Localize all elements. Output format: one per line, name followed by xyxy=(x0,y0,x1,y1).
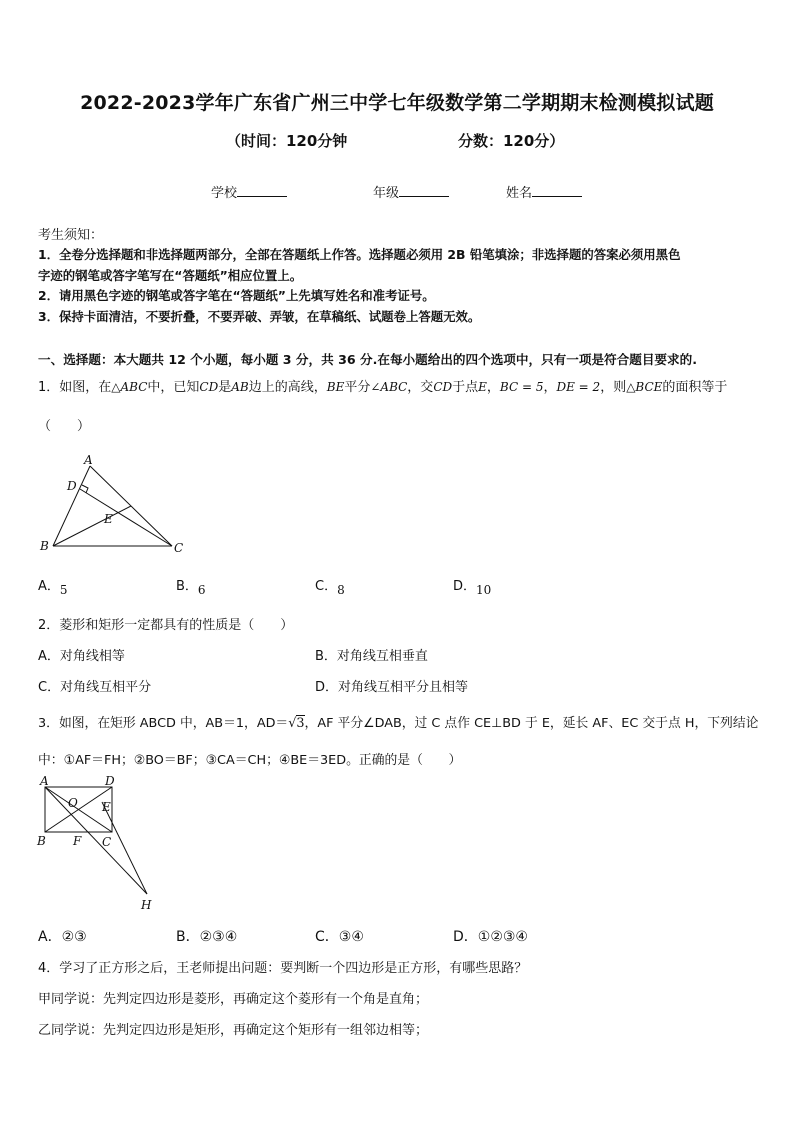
q1-math-2: CD xyxy=(199,380,219,394)
q1-math-10: △BCE xyxy=(626,380,663,394)
q1-math-9: DE = 2 xyxy=(556,380,601,394)
name-field xyxy=(506,182,582,201)
q3-label-f: F xyxy=(73,834,82,848)
school-blank xyxy=(237,184,287,197)
q4-student-jia: 甲同学说：先判定四边形是菱形，再确定这个菱形有一个角是直角； xyxy=(38,992,429,1007)
notice-line-3: 3．保持卡面清洁，不要折叠，不要弄破、弄皱，在草稿纸、试题卷上答题无效。 xyxy=(38,309,481,324)
notice-line-2: 2．请用黑色字迹的钢笔或答字笔在“答题纸”上先填写姓名和准考证号。 xyxy=(38,288,435,303)
q3-label-d: D xyxy=(105,776,115,788)
q1-text-3: 是 xyxy=(218,380,232,395)
q3-sqrt-value: 3 xyxy=(296,716,305,731)
q1-label-b: B xyxy=(40,539,49,553)
exam-time: （时间：120分钟 xyxy=(226,132,348,150)
q1-stem xyxy=(38,376,727,395)
grade-label: 年级 xyxy=(373,186,400,201)
q1-seg-be xyxy=(53,506,131,546)
q1-option-c[interactable] xyxy=(315,575,345,597)
q2-option-d[interactable]: D．对角线互相平分且相等 xyxy=(315,680,469,695)
q3-seg-ah xyxy=(45,787,147,894)
q1-paren: （ ） xyxy=(38,419,91,434)
q3-label-b: B xyxy=(37,834,46,848)
q1-text-8: ， xyxy=(486,380,500,395)
q4-student-yi: 乙同学说：先判定四边形是矩形，再确定这个矩形有一组邻边相等； xyxy=(38,1023,429,1038)
q3-label-o: O xyxy=(68,796,78,810)
q1-seg-ba xyxy=(53,466,90,546)
grade-blank xyxy=(399,184,449,197)
q1-math-7: E xyxy=(478,380,487,394)
q3-sqrt: √3 xyxy=(288,716,305,731)
q1-text-11: 的面积等于 xyxy=(662,380,728,395)
name-label: 姓名 xyxy=(506,186,533,201)
q3-option-c[interactable]: C．③④ xyxy=(315,929,364,945)
q2-stem: 2．菱形和矩形一定都具有的性质是（ ） xyxy=(38,618,294,633)
q2-option-b[interactable]: B．对角线互相垂直 xyxy=(315,649,428,664)
school-label: 学校 xyxy=(211,186,238,201)
q3-stem-line-1 xyxy=(38,712,758,731)
q1-math-4: BE xyxy=(326,380,345,394)
q3-text-2: ，AF 平分∠DAB，过 C 点作 CE⊥BD 于 E，延长 AF、EC 交于点 H，下列结论 xyxy=(304,716,759,731)
q3-label-h: H xyxy=(141,898,152,912)
q1-text-7: 于点 xyxy=(452,380,479,395)
q1-option-b-value: 6 xyxy=(197,583,206,597)
q2-option-a[interactable]: A．对角线相等 xyxy=(38,649,125,664)
q1-option-b-key: B． xyxy=(176,579,198,594)
grade-field xyxy=(373,182,449,201)
q1-text-6: ，交 xyxy=(407,380,434,395)
q1-text-9: ， xyxy=(543,380,557,395)
q1-option-a-value: 5 xyxy=(59,583,68,597)
q3-stem-line-2: 中：①AF＝FH；②BO＝BF；③CA＝CH；④BE＝3ED。正确的是（ ） xyxy=(38,753,462,768)
q1-option-c-key: C． xyxy=(315,579,338,594)
q1-math-8: BC = 5 xyxy=(499,380,544,394)
q1-option-b[interactable] xyxy=(176,575,206,597)
notice-line-1b: 字迹的钢笔或答字笔写在“答题纸”相应位置上。 xyxy=(38,268,303,283)
notice-line-1a: 1．全卷分选择题和非选择题两部分，全部在答题纸上作答。选择题必须用 2B 铅笔填涂；非选择题的答案必须用黑色 xyxy=(38,247,681,262)
q3-option-d[interactable]: D．①②③④ xyxy=(453,929,528,945)
exam-title: 2022-2023学年广东省广州三中学七年级数学第二学期期末检测模拟试题 xyxy=(80,92,714,114)
q1-label-d: D xyxy=(67,479,77,493)
q4-stem: 4．学习了正方形之后，王老师提出问题：要判断一个四边形是正方形，有哪些思路？ xyxy=(38,961,528,976)
q3-label-e: E xyxy=(102,800,111,814)
q1-label-c: C xyxy=(174,541,184,555)
q1-text-2: 中，已知 xyxy=(147,380,200,395)
q3-text-1: 3．如图，在矩形 ABCD 中，AB＝1，AD＝ xyxy=(38,716,289,731)
q1-triangle-figure xyxy=(36,450,196,562)
q1-label-a: A xyxy=(84,453,93,467)
q3-rectangle-figure xyxy=(34,776,164,916)
q1-option-a[interactable] xyxy=(38,575,68,597)
q1-option-d-key: D． xyxy=(453,579,477,594)
q1-seg-cd xyxy=(80,489,172,546)
q1-option-a-key: A． xyxy=(38,579,60,594)
notice-heading: 考生须知： xyxy=(38,228,104,243)
q1-text-1: 1．如图，在 xyxy=(38,380,112,395)
q1-math-3: AB xyxy=(231,380,249,394)
q1-math-5: ∠ABC xyxy=(370,380,408,394)
q1-option-d-value: 10 xyxy=(476,583,492,597)
q3-option-b[interactable]: B．②③④ xyxy=(176,929,238,945)
q1-label-e: E xyxy=(104,512,113,526)
school-field xyxy=(211,182,287,201)
q1-text-5: 平分 xyxy=(344,380,371,395)
name-blank xyxy=(532,184,582,197)
q1-math-1: △ABC xyxy=(111,380,148,394)
q3-option-a[interactable]: A．②③ xyxy=(38,929,87,945)
exam-score: 分数：120分） xyxy=(458,132,565,150)
q3-label-a: A xyxy=(40,776,49,788)
q1-text-4: 边上的高线， xyxy=(248,380,327,395)
q3-label-c: C xyxy=(102,835,112,849)
q1-math-6: CD xyxy=(433,380,453,394)
section-1-heading: 一、选择题：本大题共 12 个小题，每小题 3 分，共 36 分.在每小题给出的四个选项中，只有一项是符合题目要求的. xyxy=(38,352,698,367)
q2-option-c[interactable]: C．对角线互相平分 xyxy=(38,680,152,695)
q1-option-d[interactable] xyxy=(453,575,492,597)
q1-option-c-value: 8 xyxy=(337,583,345,597)
q1-text-10: ，则 xyxy=(600,380,627,395)
